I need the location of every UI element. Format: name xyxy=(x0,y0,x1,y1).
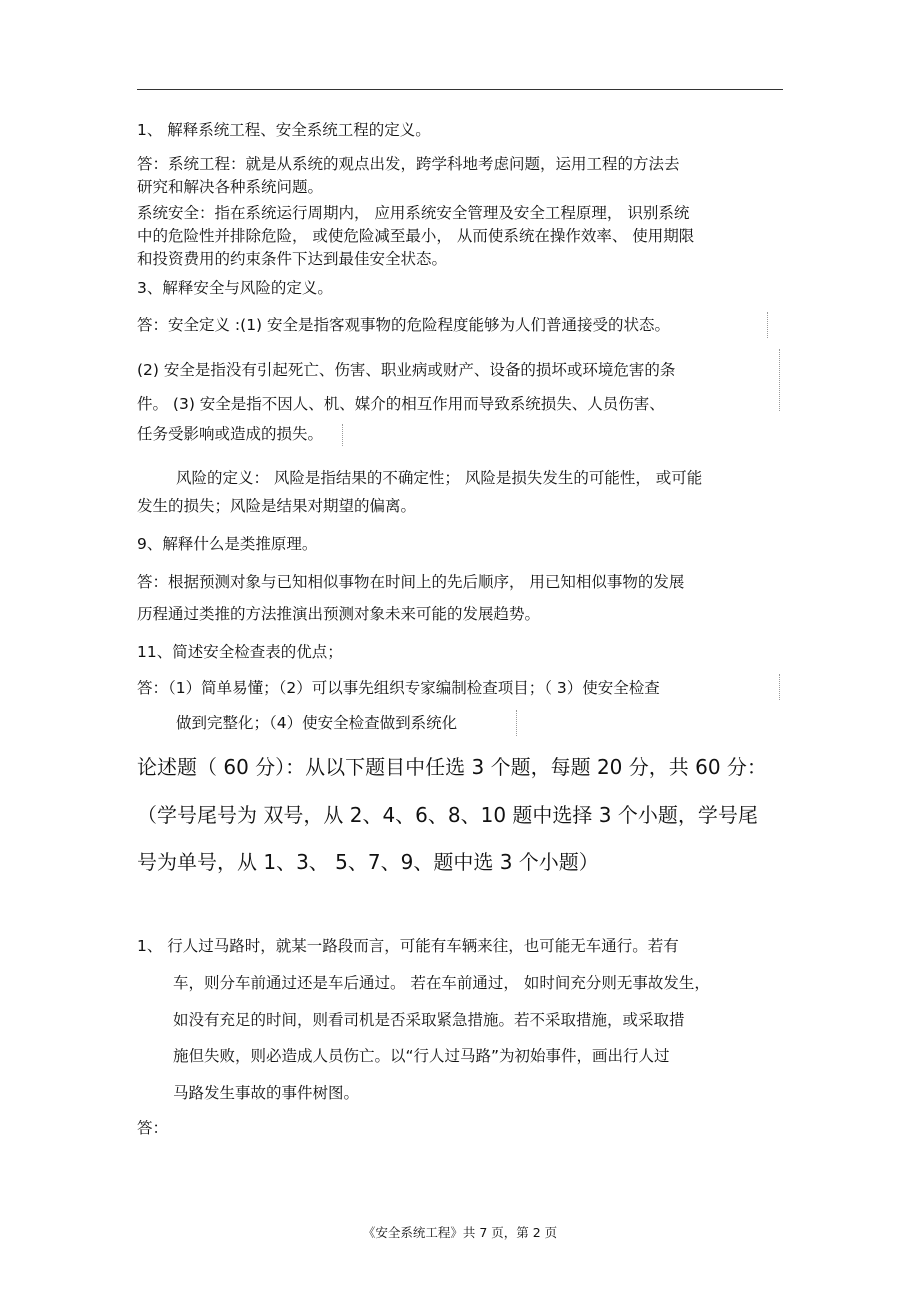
answer-3-line-5: 风险的定义： 风险是指结果的不确定性； 风险是损失发生的可能性， 或可能 xyxy=(176,469,703,487)
essay-instructions-line-1: （学号尾号为 双号，从 2、4、6、8、10 题中选择 3 个小题，学号尾 xyxy=(137,803,758,827)
answer-3-line-1: 答：安全定义 :(1) 安全是指客观事物的危险程度能够为人们普通接受的状态。 xyxy=(137,316,671,334)
text-box-border xyxy=(767,312,768,338)
essay-question-1-line-3: 如没有充足的时间，则看司机是否采取紧急措施。若不采取措施，或采取措 xyxy=(173,1011,685,1029)
text-box-border xyxy=(516,710,517,736)
question-1: 1、 解释系统工程、安全系统工程的定义。 xyxy=(137,121,431,139)
essay-question-1-line-2: 车，则分车前通过还是车后通过。 若在车前通过， 如时间充分则无事故发生， xyxy=(173,974,710,992)
answer-11-line-2: 做到完整化；（4）使安全检查做到系统化 xyxy=(176,714,458,732)
answer-1-line-4: 中的危险性并排除危险， 或使危险减至最小， 从而使系统在操作效率、 使用期限 xyxy=(137,227,695,245)
answer-3-line-2: (2) 安全是指没有引起死亡、伤害、职业病或财产、设备的损坏或环境危害的条 xyxy=(137,361,676,379)
answer-1-line-5: 和投资费用的约束条件下达到最佳安全状态。 xyxy=(137,250,448,268)
answer-9-line-2: 历程通过类推的方法推演出预测对象未来可能的发展趋势。 xyxy=(137,605,541,623)
question-11: 11、简述安全检查表的优点； xyxy=(137,643,343,661)
answer-11-line-1: 答：（1）简单易懂；（2）可以事先组织专家编制检查项目；（ 3）使安全检查 xyxy=(137,679,660,697)
essay-question-1-line-5: 马路发生事故的事件树图。 xyxy=(173,1084,360,1102)
header-rule xyxy=(137,89,783,90)
text-box-border xyxy=(779,349,780,411)
answer-label: 答： xyxy=(137,1119,169,1137)
essay-instructions-line-2: 号为单号，从 1、3、 5、7、9、题中选 3 个小题） xyxy=(137,850,599,874)
question-9: 9、解释什么是类推原理。 xyxy=(137,535,318,553)
answer-1-line-2: 研究和解决各种系统问题。 xyxy=(137,178,324,196)
answer-3-line-3: 件。 (3) 安全是指不因人、机、媒介的相互作用而导致系统损失、人员伤害、 xyxy=(137,395,665,413)
text-box-border xyxy=(779,674,780,700)
answer-9-line-1: 答：根据预测对象与已知相似事物在时间上的先后顺序， 用已知相似事物的发展 xyxy=(137,573,685,591)
page-footer: 《安全系统工程》共 7 页，第 2 页 xyxy=(362,1225,558,1240)
question-3: 3、解释安全与风险的定义。 xyxy=(137,279,333,297)
answer-1-line-3: 系统安全：指在系统运行周期内， 应用系统安全管理及安全工程原理， 识别系统 xyxy=(137,204,690,222)
text-box-border xyxy=(342,424,343,446)
essay-heading: 论述题（ 60 分）：从以下题目中任选 3 个题，每题 20 分，共 60 分： xyxy=(137,755,767,779)
answer-1-line-1: 答：系统工程：就是从系统的观点出发，跨学科地考虑问题，运用工程的方法去 xyxy=(137,155,680,173)
essay-question-1-line-4: 施但失败，则必造成人员伤亡。以“行人过马路”为初始事件，画出行人过 xyxy=(173,1047,670,1065)
answer-3-line-6: 发生的损失；风险是结果对期望的偏离。 xyxy=(137,497,417,515)
essay-question-1-line-1: 1、 行人过马路时，就某一路段而言，可能有车辆来往，也可能无车通行。若有 xyxy=(137,937,679,955)
answer-3-line-4: 任务受影响或造成的损失。 xyxy=(137,425,324,443)
